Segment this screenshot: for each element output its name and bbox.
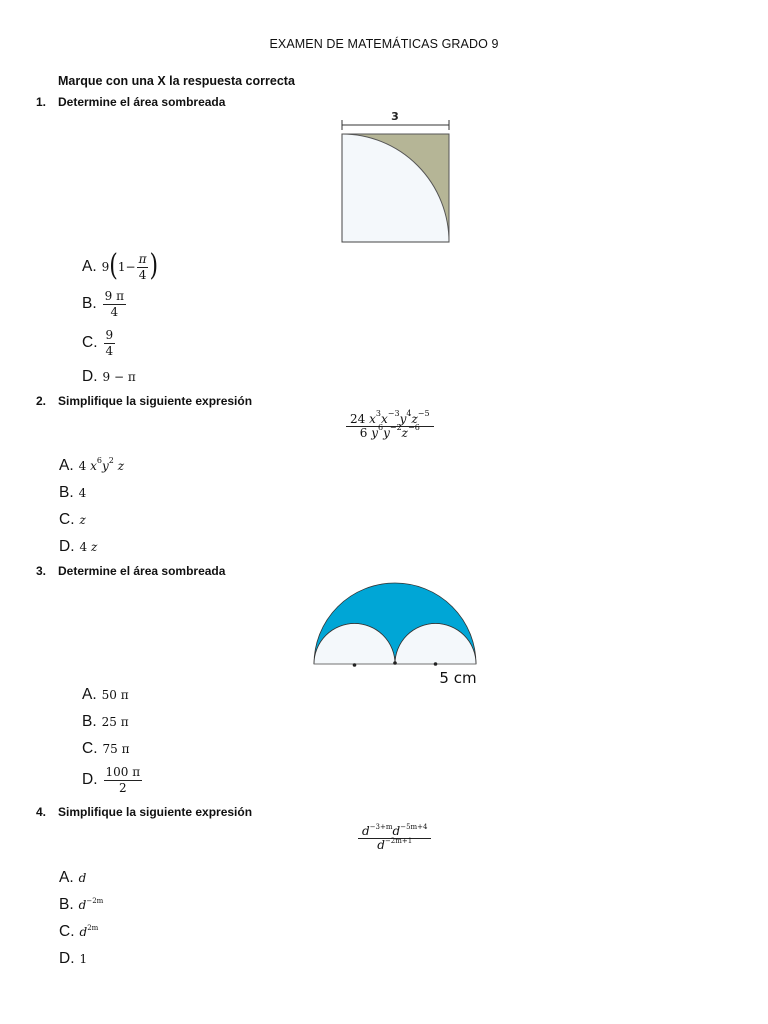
- num-x1: x: [369, 412, 376, 426]
- expression-denominator: [373, 836, 416, 852]
- option-coefficient: 9: [101, 260, 110, 275]
- right-paren: ): [149, 249, 159, 284]
- den-z: z: [401, 425, 408, 440]
- num-exp-2: −5m+4: [400, 823, 428, 831]
- option-letter: A.: [59, 457, 74, 474]
- side-label: 3: [391, 110, 399, 123]
- semicircle-figure: [306, 574, 486, 688]
- option-coef: 4: [79, 540, 88, 554]
- left-paren: (: [109, 249, 118, 284]
- num-coef: 24: [350, 412, 366, 426]
- option-x: x: [90, 459, 97, 473]
- question-3-prompt: [36, 564, 225, 578]
- option-minus: −: [125, 260, 136, 275]
- option-text: 4: [78, 486, 87, 500]
- question-2-prompt: [36, 394, 252, 408]
- den-z-exp: −6: [408, 422, 420, 432]
- option-one: 1: [117, 260, 126, 275]
- option-letter: B.: [59, 896, 74, 913]
- option-4c[interactable]: [59, 923, 98, 941]
- option-2d[interactable]: [59, 538, 97, 556]
- option-letter: C.: [82, 334, 98, 352]
- option-2c[interactable]: [59, 511, 86, 529]
- option-letter: D.: [59, 950, 75, 967]
- option-4d[interactable]: [59, 950, 87, 968]
- option-text: 50 π: [101, 688, 129, 702]
- question-4-prompt: [36, 805, 252, 819]
- option-text: 25 π: [101, 715, 129, 729]
- option-1d[interactable]: [82, 368, 136, 386]
- question-text: Simplifique la siguiente expresión: [58, 394, 253, 408]
- option-text: 75 π: [102, 742, 130, 756]
- option-fraction: [137, 253, 149, 281]
- option-1c[interactable]: [82, 329, 116, 357]
- option-expression: [78, 456, 125, 473]
- page-title: EXAMEN DE MATEMÁTICAS GRADO 9: [269, 37, 499, 51]
- option-z: z: [117, 459, 125, 473]
- option-text: z: [79, 513, 86, 527]
- option-letter: A.: [59, 869, 74, 886]
- fraction-denominator: 4: [110, 304, 119, 319]
- option-letter: C.: [82, 740, 98, 757]
- num-base-2: d: [392, 824, 401, 838]
- question-number: 4.: [36, 805, 47, 819]
- option-y-exp: 2: [108, 456, 114, 465]
- option-letter: A.: [82, 686, 97, 703]
- fraction-numerator: 100 π: [105, 765, 141, 779]
- center-dot-left: [353, 663, 357, 667]
- question-text: Determine el área sombreada: [58, 564, 226, 578]
- option-2b[interactable]: [59, 484, 86, 502]
- fraction-numerator: 9 π: [104, 289, 124, 303]
- expression-denominator: [356, 422, 424, 440]
- option-letter: B.: [59, 484, 74, 501]
- option-3d[interactable]: [82, 766, 143, 794]
- center-dot-right: [434, 662, 438, 666]
- num-x2: x: [380, 412, 388, 426]
- option-4a[interactable]: [59, 869, 86, 887]
- option-fraction: [103, 290, 126, 318]
- option-1a[interactable]: [82, 249, 159, 284]
- fraction-denominator: 4: [105, 343, 114, 358]
- expression-2: [345, 409, 435, 440]
- quarter-circle-figure: [338, 106, 454, 246]
- option-3c[interactable]: [82, 740, 129, 758]
- option-letter: D.: [82, 771, 98, 789]
- fraction-numerator: π: [138, 252, 147, 266]
- den-coef: 6: [359, 425, 368, 440]
- fraction-denominator: 4: [138, 267, 147, 282]
- question-number: 2.: [36, 394, 47, 408]
- option-2a[interactable]: [59, 457, 124, 475]
- option-exp: −2m: [86, 897, 104, 905]
- option-text: 1: [79, 952, 88, 966]
- den-y2-exp: −2: [389, 422, 402, 432]
- expression-fraction: [358, 825, 431, 851]
- option-coef: 4: [78, 459, 87, 473]
- option-letter: C.: [59, 923, 75, 940]
- option-base: d: [79, 925, 88, 939]
- option-fraction: [104, 329, 116, 357]
- num-z-exp: −5: [417, 409, 430, 418]
- dimension-label: 5 cm: [439, 669, 477, 687]
- option-letter: B.: [82, 295, 97, 313]
- option-text: 9 − π: [102, 370, 136, 384]
- num-y: y: [399, 412, 407, 426]
- option-3a[interactable]: [82, 686, 129, 704]
- option-expression: [80, 540, 98, 554]
- option-base: d: [78, 871, 87, 885]
- option-letter: B.: [82, 713, 97, 730]
- num-z: z: [411, 412, 418, 426]
- option-letter: D.: [59, 538, 75, 555]
- option-var: z: [90, 540, 98, 554]
- question-number: 3.: [36, 564, 47, 578]
- option-fraction: [104, 766, 143, 794]
- num-exp-1: −3+m: [369, 823, 393, 831]
- den-y1: y: [371, 425, 378, 440]
- fraction-numerator: 9: [105, 328, 114, 342]
- option-letter: C.: [59, 511, 75, 528]
- den-exp: −2m+1: [384, 836, 413, 845]
- num-y-exp: 4: [406, 409, 412, 418]
- expression-fraction: [346, 409, 434, 440]
- question-1-prompt: [36, 95, 225, 109]
- num-base-1: d: [362, 824, 370, 838]
- center-dot-middle: [393, 661, 397, 665]
- option-letter: D.: [82, 368, 98, 385]
- option-3b[interactable]: [82, 713, 129, 731]
- option-exp: 2m: [87, 924, 99, 932]
- option-y: y: [102, 459, 109, 473]
- question-number: 1.: [36, 95, 47, 109]
- num-x2-exp: −3: [387, 409, 400, 418]
- option-4b[interactable]: [59, 896, 103, 914]
- num-x1-exp: 3: [375, 409, 381, 418]
- option-base: d: [78, 898, 87, 912]
- question-text: Simplifique la siguiente expresión: [58, 805, 253, 819]
- den-y1-exp: 6: [378, 422, 384, 432]
- option-letter: A.: [82, 258, 97, 276]
- option-x-exp: 6: [96, 456, 102, 465]
- den-y2: y: [383, 425, 390, 440]
- option-1b[interactable]: [82, 290, 127, 318]
- question-text: Determine el área sombreada: [58, 95, 226, 109]
- instruction: Marque con una X la respuesta correcta: [58, 74, 295, 88]
- den-base: d: [377, 837, 385, 852]
- fraction-denominator: 2: [118, 780, 127, 795]
- expression-4: [357, 825, 432, 851]
